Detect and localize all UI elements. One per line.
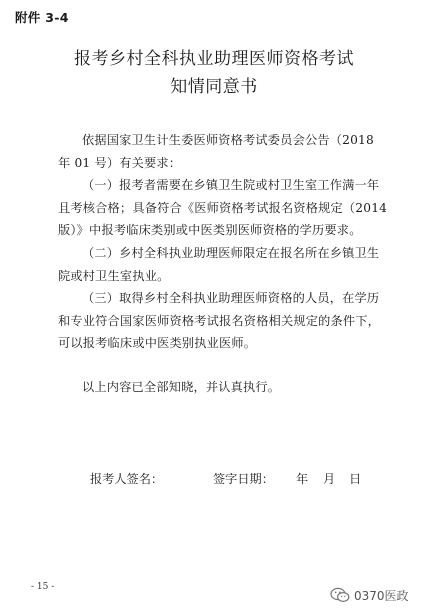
paragraph-line: （一）报考者需要在乡镇卫生院或村卫生室工作满一年 <box>82 178 380 192</box>
wechat-icon <box>330 587 350 603</box>
date-month-label: 月 <box>323 472 336 486</box>
paragraph-item-1 <box>58 174 388 242</box>
date-year-label: 年 <box>296 472 309 486</box>
signature-date-label: 签字日期： <box>213 472 274 486</box>
paragraph-line: 以上内容已全部知晓，并认真执行。 <box>82 380 281 394</box>
paragraph-intro <box>58 129 374 174</box>
paragraph-item-3 <box>58 287 381 355</box>
applicant-signature-label: 报考人签名： <box>90 472 164 486</box>
paragraph-line: （二）乡村全科执业助理医师限定在报名所在乡镇卫生 <box>82 246 380 260</box>
paragraph-line: （三）取得乡村全科执业助理医师资格的人员，在学历 <box>82 291 380 305</box>
document-title-line1: 报考乡村全科执业助理医师资格考试 <box>74 49 354 69</box>
paragraph-line: 且考核合格；具备符合《医师资格考试报名资格规定（2014 <box>58 200 388 215</box>
watermark <box>330 584 409 606</box>
paragraph-closing <box>58 376 374 399</box>
paragraph-line: 年 01 号）有关要求： <box>58 155 182 170</box>
page-number: - 15 - <box>31 582 55 592</box>
paragraph-line: 可以报考临床或中医类别执业医师。 <box>58 336 257 350</box>
paragraph-item-2 <box>58 242 380 287</box>
paragraph-line: 依据国家卫生计生委医师资格考试委员会公告（2018 <box>82 133 374 147</box>
paragraph-line: 版）》中报考临床类别或中医类别医师资格的学历要求。 <box>58 223 362 237</box>
watermark-text: 0370医政 <box>354 588 409 603</box>
document-title-line2: 知情同意书 <box>170 77 258 97</box>
paragraph-line: 和专业符合国家医师资格考试报名资格相关规定的条件下， <box>58 313 381 328</box>
paragraph-line: 院或村卫生室执业。 <box>58 268 170 283</box>
attachment-label: 附件 3-4 <box>15 10 69 25</box>
date-day-label: 日 <box>349 472 362 486</box>
signature-row <box>0 470 428 490</box>
